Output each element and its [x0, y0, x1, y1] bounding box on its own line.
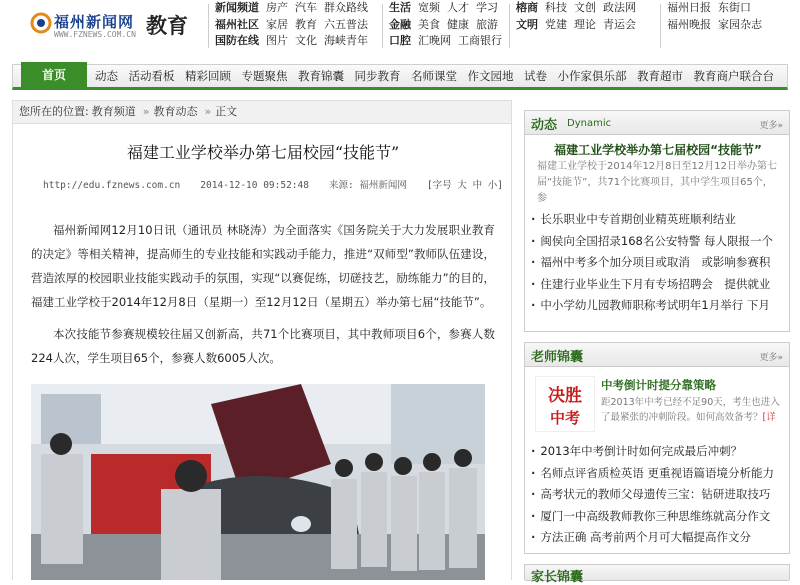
top-link[interactable]: 口腔 — [389, 34, 411, 47]
top-link[interactable]: 教育 — [295, 17, 317, 31]
nav-item[interactable]: 名师课堂 — [411, 69, 457, 83]
top-link[interactable]: 群众路线 — [324, 1, 368, 14]
teacher-feature-desc-text: 距2013年中考已经不足90天，考生也进入了最紧张的冲刺阶段。如何高效备考？ — [601, 397, 780, 423]
site-logo[interactable] — [30, 8, 140, 44]
nav-item[interactable]: 教育超市 — [637, 69, 683, 83]
top-nav-group-4 — [667, 0, 769, 33]
top-link[interactable]: 家居 — [266, 17, 288, 31]
top-link[interactable]: 宽频 — [418, 1, 440, 14]
juesheng-zhongkao-graphic — [536, 377, 594, 431]
list-item[interactable]: · 中小学幼儿园教师职称考试明年1月举行 下月 — [531, 295, 787, 317]
nav-item[interactable]: 教育锦囊 — [298, 69, 344, 83]
top-link[interactable]: 图片 — [266, 34, 288, 47]
article-photo — [31, 384, 485, 580]
header-divider — [208, 4, 209, 48]
article-source: 来源: 福州新闻网 — [328, 180, 407, 191]
workshop-photo-illustration — [31, 384, 485, 580]
top-link[interactable]: 文创 — [574, 1, 596, 14]
top-nav-group-3 — [516, 0, 643, 33]
list-item[interactable]: · 厦门一中高级教师教你三种思维练就高分作文 — [531, 506, 787, 528]
top-link[interactable]: 科技 — [545, 1, 567, 14]
nav-item[interactable]: 试卷 — [524, 69, 547, 83]
top-link[interactable]: 汽车 — [295, 1, 317, 14]
dynamic-panel-header — [525, 111, 789, 135]
teacher-feature-desc — [601, 395, 781, 425]
logo-swirl-icon — [30, 12, 52, 34]
top-link[interactable]: 新闻频道 — [215, 1, 259, 14]
nav-item[interactable]: 教育商户联合台 — [693, 69, 774, 83]
nav-item[interactable]: 动态 — [95, 69, 118, 83]
nav-home[interactable]: 首页 — [21, 62, 87, 88]
more-link[interactable]: 更多» — [759, 353, 783, 363]
top-link[interactable]: 旅游 — [476, 17, 498, 31]
article-title: 福建工业学校举办第七届校园“技能节” — [126, 143, 400, 162]
teacher-feature-title[interactable]: 中考倒计时提分靠策略 — [601, 378, 716, 392]
top-link[interactable]: 六五普法 — [324, 17, 368, 31]
top-link[interactable]: 福州社区 — [215, 17, 259, 31]
top-link[interactable]: 工商银行 — [458, 34, 502, 47]
top-link[interactable]: 汇晚网 — [418, 34, 451, 47]
top-link[interactable]: 理论 — [574, 17, 596, 31]
panel-title: 老师锦囊 — [531, 350, 584, 365]
teacher-list — [531, 441, 787, 549]
nav-item[interactable]: 小作家俱乐部 — [557, 69, 627, 83]
list-item[interactable]: · 2013年中考倒计时如何完成最后冲刺？ — [531, 441, 787, 463]
top-link[interactable]: 人才 — [447, 1, 469, 14]
feature-desc: 福建工业学校于2014年12月8日至12月12日举办第七届“技能节”，共71个比赛项目，其中学生项目65个，参 — [537, 161, 777, 204]
list-item[interactable]: · 闽侯向全国招录168名公安特警 每人限报一个 — [531, 231, 787, 253]
dynamic-panel — [524, 110, 790, 332]
top-nav-group-2 — [389, 0, 509, 50]
breadcrumb-link[interactable]: 教育频道 — [91, 105, 136, 118]
article-meta — [43, 177, 523, 191]
panel-subtitle: Dynamic — [567, 118, 612, 129]
top-link[interactable]: 政法网 — [603, 1, 636, 14]
top-link[interactable]: 学习 — [476, 1, 498, 14]
list-item[interactable]: · 方法正确 高考前两个月可大幅提高作文分 — [531, 527, 787, 549]
article-datetime: 2014-12-10 09:52:48 — [200, 180, 309, 191]
top-link[interactable]: 榕商 — [516, 1, 538, 14]
top-link[interactable]: 生活 — [389, 1, 411, 14]
image-text-bottom: 中考 — [549, 409, 581, 427]
list-item[interactable]: · 住建行业毕业生下月有专场招聘会 提供就业 — [531, 274, 787, 296]
channel-title: 教育 — [146, 13, 188, 38]
article-url[interactable]: http://edu.fznews.com.cn — [43, 180, 181, 191]
list-item[interactable]: · 名师点评省质检英语 更重视语篇语境分析能力 — [531, 463, 787, 485]
top-link[interactable]: 房产 — [266, 1, 288, 14]
logo-text: 福州新闻网 — [54, 13, 135, 31]
feature-title[interactable]: 福建工业学校举办第七届校园“技能节” — [554, 143, 762, 157]
nav-item[interactable]: 同步教育 — [354, 69, 401, 83]
top-link[interactable]: 福州晚报 — [667, 17, 711, 31]
parent-panel — [524, 564, 790, 585]
nav-item[interactable]: 精彩回顾 — [185, 69, 231, 83]
teacher-panel-header — [525, 343, 789, 367]
top-link[interactable]: 文明 — [516, 17, 538, 31]
site-header — [0, 0, 800, 56]
article-paragraph: 本次技能节参赛规模较往届又创新高，共71个比赛项目，其中教师项目6个，参赛人数224人次，学生项目65个，参赛人数6005人次。 — [31, 327, 495, 365]
detail-link[interactable]: [详 — [762, 412, 776, 423]
top-link[interactable]: 东街口 — [718, 1, 751, 14]
breadcrumb-current: 正文 — [215, 105, 238, 118]
breadcrumb-link[interactable]: 教育动态 — [153, 105, 198, 118]
more-link[interactable]: 更多» — [759, 121, 783, 131]
list-item[interactable]: · 福州中考多个加分项目或取消 或影响参赛积 — [531, 252, 787, 274]
top-link[interactable]: 福州日报 — [667, 1, 711, 14]
breadcrumb-separator: » — [204, 105, 212, 118]
parent-panel-header — [525, 565, 789, 585]
top-link[interactable]: 美食 — [418, 17, 440, 31]
list-item[interactable]: · 高考状元的教师父母遗传三宝：钻研进取技巧 — [531, 484, 787, 506]
main-nav — [12, 64, 788, 90]
list-item[interactable]: · 长乐职业中专首期创业精英班顺利结业 — [531, 209, 787, 231]
panel-title: 动态 — [531, 118, 558, 133]
top-link[interactable]: 青运会 — [603, 17, 636, 31]
top-link[interactable]: 党建 — [545, 17, 567, 31]
top-link[interactable]: 国防在线 — [215, 34, 259, 47]
top-link[interactable]: 文化 — [295, 34, 317, 47]
dynamic-list — [531, 209, 787, 317]
header-divider — [382, 4, 383, 48]
nav-items — [95, 65, 785, 88]
teacher-feature-image[interactable] — [535, 376, 595, 432]
nav-item[interactable]: 专题聚焦 — [241, 69, 288, 83]
top-link[interactable]: 家园杂志 — [718, 17, 762, 31]
panel-title: 家长锦囊 — [531, 570, 584, 585]
top-link[interactable]: 金融 — [389, 17, 411, 31]
header-divider — [509, 4, 510, 48]
nav-item[interactable]: 活动看板 — [128, 69, 175, 83]
nav-item[interactable]: 作文园地 — [467, 69, 514, 83]
top-link[interactable]: 健康 — [447, 17, 469, 31]
breadcrumb-prefix: 您所在的位置: — [19, 105, 89, 118]
article-paragraph: 福州新闻网12月10日讯（通讯员 林晓涛）为全面落实《国务院关于大力发展职业教育的决定》等相关精神，提高师生的专业技能和实践动手能力，推进“双师型”教师队伍建设，营造浓厚的校园职业技能实践动手的氛围，实现“以赛促练，切磋技艺，励练能力”的目的，福建工业学校于2014年12月8日（星期一）至12月12日（星期五）举办第七届“技能节”。 — [31, 223, 495, 309]
image-text-top: 决胜 — [548, 386, 582, 406]
breadcrumb — [12, 100, 512, 124]
breadcrumb-separator: » — [142, 105, 150, 118]
header-divider — [660, 4, 661, 48]
teacher-panel — [524, 342, 790, 554]
logo-url: WWW.FZNEWS.COM.CN — [54, 30, 136, 39]
top-nav-group-1 — [215, 0, 375, 50]
article — [12, 124, 512, 580]
font-size-control[interactable]: [字号 大 中 小] — [426, 180, 504, 191]
top-link[interactable]: 海峡青年 — [324, 34, 368, 47]
